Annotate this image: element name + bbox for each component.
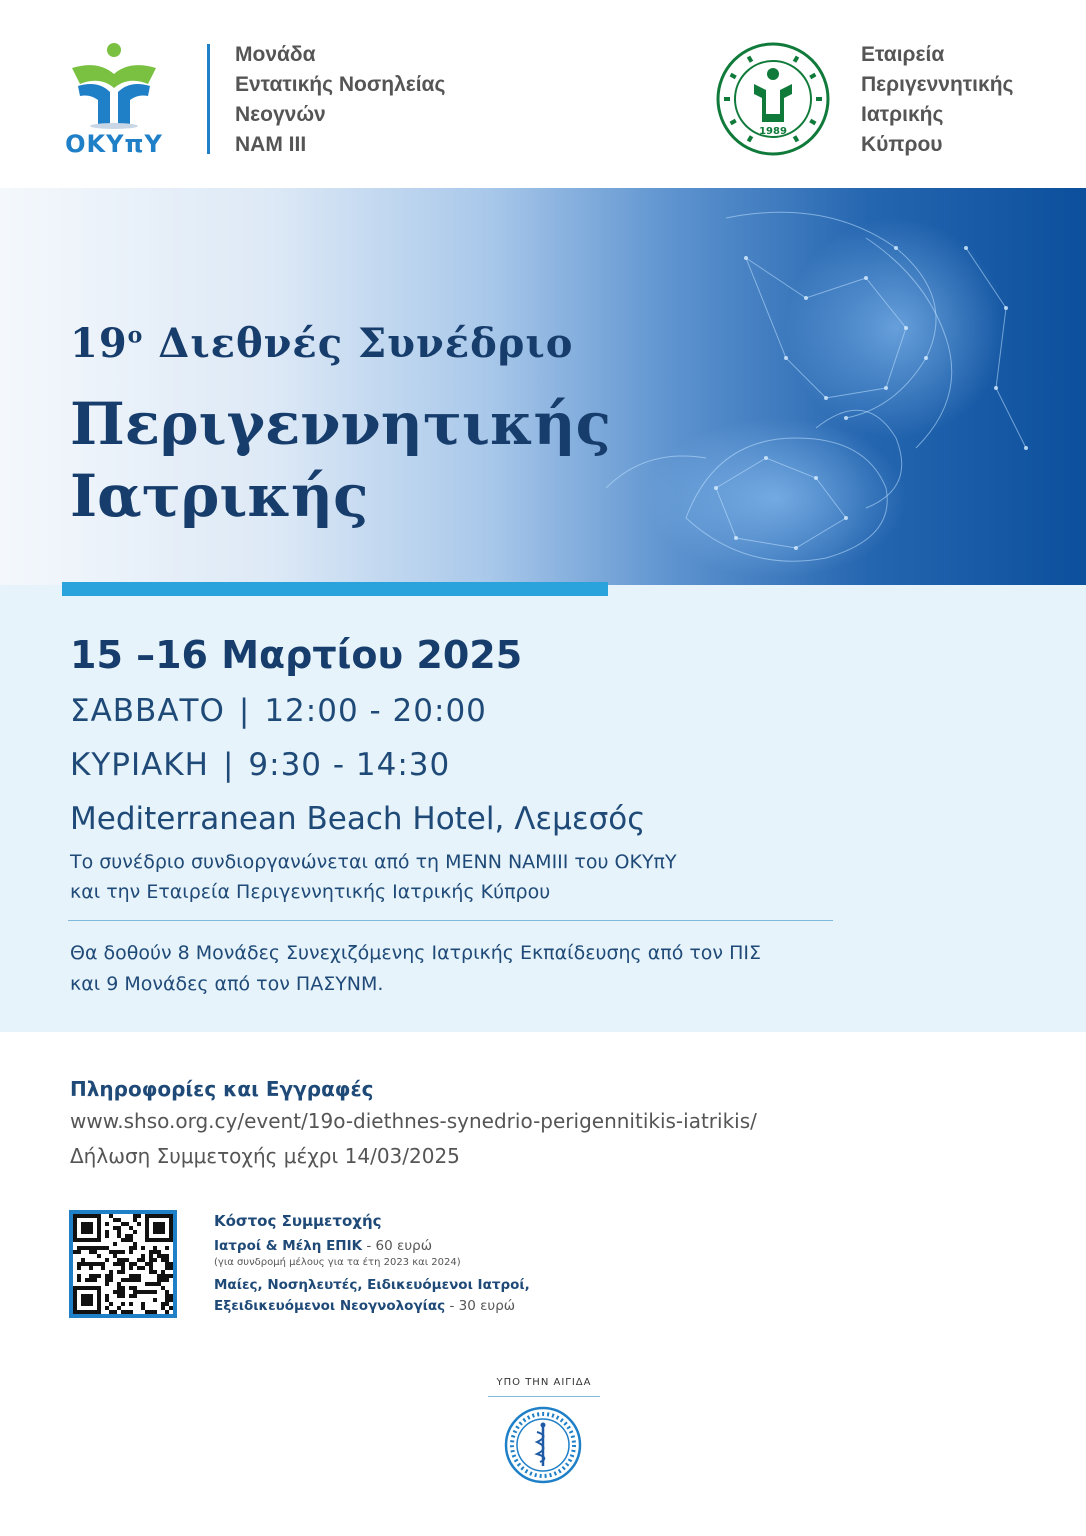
unit-line: Νεογνών [235, 103, 326, 126]
title-line2: Περιγεννητικής [70, 390, 611, 458]
cme-credits-text [70, 938, 761, 1000]
day-label: ΣΑΒΒΑΤΟ [70, 693, 225, 729]
cost-group-label: Μαίες, Νοσηλευτές, Ειδικευόμενοι Ιατροί, [214, 1277, 530, 1293]
title-number: 19 [70, 320, 128, 367]
day-label: ΚΥΡΙΑΚΗ [70, 747, 209, 783]
event-info-band [0, 585, 1086, 1032]
hero-accent-bar [62, 582, 608, 596]
registration-heading: Πληροφορίες και Εγγραφές [70, 1077, 374, 1101]
unit-name [235, 40, 445, 160]
conference-title-main [70, 388, 611, 532]
okypy-figure-icon [58, 40, 170, 130]
title-ordinal: ο [127, 322, 144, 349]
cme-line: Θα δοθούν 8 Μονάδες Συνεχιζόμενης Ιατρικής Εκπαίδευσης από τον ΠΙΣ [70, 942, 761, 964]
cost-note: (για συνδρομή μέλους για τα έτη 2023 και 2024) [214, 1257, 461, 1268]
cost-group-label: Εξειδικευόμενοι Νεογνολογίας [214, 1298, 446, 1314]
registration-deadline: Δήλωση Συμμετοχής μέχρι 14/03/2025 [70, 1144, 460, 1168]
event-venue: Mediterranean Beach Hotel, Λεμεσός [70, 801, 646, 837]
cost-price: - 30 ευρώ [445, 1298, 516, 1314]
schedule-separator: | [222, 747, 235, 783]
qr-code[interactable] [69, 1210, 177, 1318]
title-rest: Διεθνές Συνέδριο [143, 320, 574, 367]
fetus-network-illustration [566, 188, 1086, 585]
header [0, 0, 1086, 188]
okypy-logo [58, 40, 170, 160]
header-divider [207, 44, 210, 154]
title-line3: Ιατρικής [70, 462, 369, 530]
schedule-sunday [70, 747, 450, 783]
unit-line: Εντατικής Νοσηλείας [235, 73, 446, 96]
aegis-label: ΥΠΟ ΤΗΝ ΑΙΓΙΔΑ [496, 1377, 592, 1388]
event-date: 15 –16 Μαρτίου 2025 [70, 633, 523, 677]
day-time: 9:30 - 14:30 [248, 747, 451, 783]
unit-line: ΝΑΜ ΙΙΙ [235, 133, 307, 156]
unit-line: Μονάδα [235, 43, 316, 66]
epik-line: Περιγεννητικής [861, 73, 1014, 96]
cost-doctors [214, 1238, 432, 1254]
epik-seal-icon [716, 42, 830, 156]
cme-line: και 9 Μονάδες από τον ΠΑΣΥΝΜ. [70, 973, 384, 995]
organizers-line: και την Εταιρεία Περιγεννητικής Ιατρικής Κύπρου [70, 881, 551, 903]
aegis-divider [488, 1396, 600, 1397]
cost-other-line1 [214, 1277, 530, 1293]
organizers-line: Το συνέδριο συνδιοργανώνεται από τη ΜΕΝΝ ΝΑΜΙΙΙ του ΟΚΥπΥ [70, 851, 677, 873]
okypy-logo-text: ΟΚΥπΥ [65, 130, 163, 158]
organizers-text [70, 847, 677, 907]
medical-association-seal-icon [504, 1406, 582, 1484]
hero-banner [0, 188, 1086, 585]
conference-title-line1 [70, 320, 573, 367]
registration-url-link[interactable]: www.shso.org.cy/event/19o-diethnes-synedrio-perigennitikis-iatrikis/ [70, 1109, 757, 1133]
epik-line: Εταιρεία [861, 43, 945, 66]
cost-other-line2 [214, 1298, 515, 1314]
cost-heading: Κόστος Συμμετοχής [214, 1212, 382, 1230]
epik-seal-year: 1989 [759, 126, 787, 137]
epik-line: Ιατρικής [861, 103, 944, 126]
epik-name [861, 40, 1013, 160]
schedule-saturday [70, 693, 487, 729]
schedule-separator: | [238, 693, 251, 729]
day-time: 12:00 - 20:00 [264, 693, 487, 729]
info-divider [68, 920, 833, 921]
qr-code-icon [73, 1214, 173, 1314]
cost-group-label: Ιατροί & Μέλη ΕΠΙΚ [214, 1238, 363, 1254]
epik-line: Κύπρου [861, 133, 943, 156]
cost-price: - 60 ευρώ [362, 1238, 432, 1254]
